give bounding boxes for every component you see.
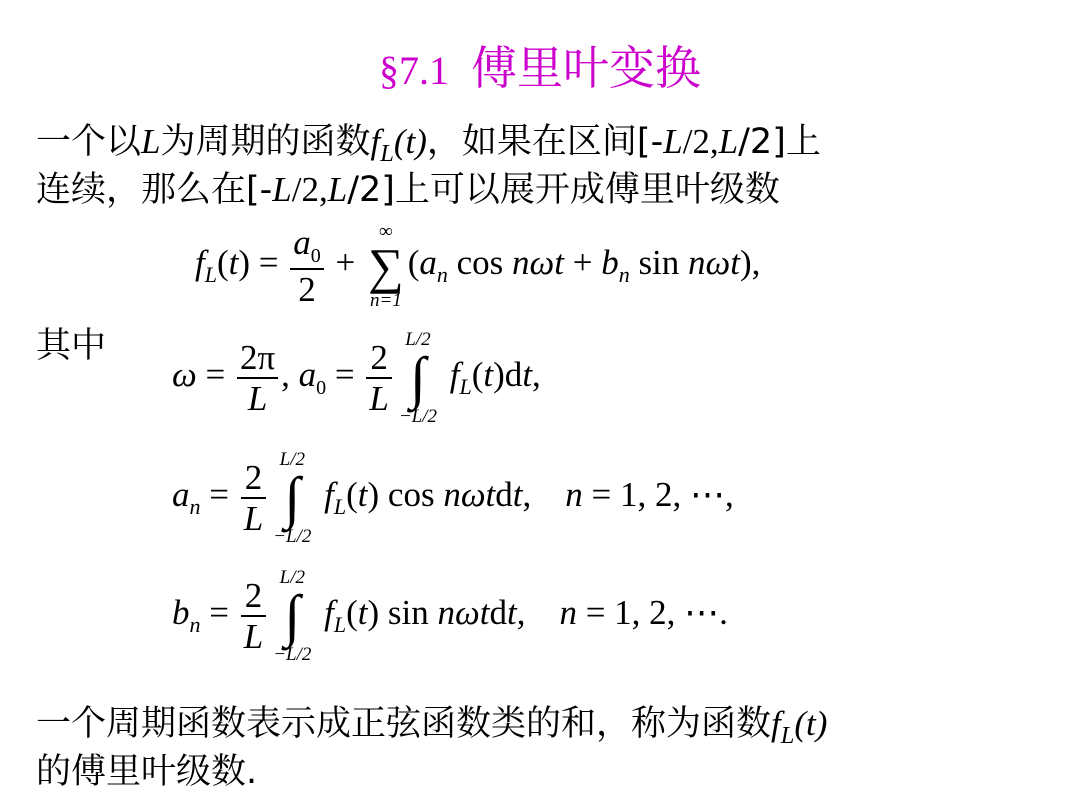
omega-a0-formula: ω = $\frac{2\pi}{L}$ , $a_0$ = $\frac{2}{L}$ L/2 ∫ −L/2 $f_L(t)dt$, [172, 329, 541, 427]
qizhong-label: 其中 [36, 326, 107, 366]
slide-title [0, 28, 1080, 111]
bn-formula: $b_n$ = $\frac{2}{L}$ L/2 ∫ −L/2 $f_L(t)$ sin nωtdt, n = 1, 2, ⋯. [172, 567, 728, 665]
fourier-series-formula: $f_L(t)$ = $\frac{a_0}{2}$ + ∞ ∑ n=1 ($a_n$ $\cos n\omega t + b_n$ sin nωt), [195, 221, 761, 311]
conclusion-line-1: 一个周期函数表示成正弦函数类的和，称为函数$f_L(t)$ [36, 704, 828, 749]
an-formula: $a_n$ = $\frac{2}{L}$ L/2 ∫ −L/2 $f_L(t)$ cos nωtdt, n = 1, 2, ⋯, [172, 449, 734, 547]
title-text: 傅里叶变换 [471, 41, 701, 95]
intro-line-2: 连续，那么在[-L/2,L/2]上可以展开成傅里叶级数 [36, 170, 780, 210]
conclusion-line-2: 的傅里叶级数. [36, 752, 258, 792]
section-number: §7.1 [379, 48, 449, 93]
intro-line-1: 一个以L为周期的函数$f_L(t)$，如果在区间[-L/2,L/2]上 [36, 122, 821, 167]
